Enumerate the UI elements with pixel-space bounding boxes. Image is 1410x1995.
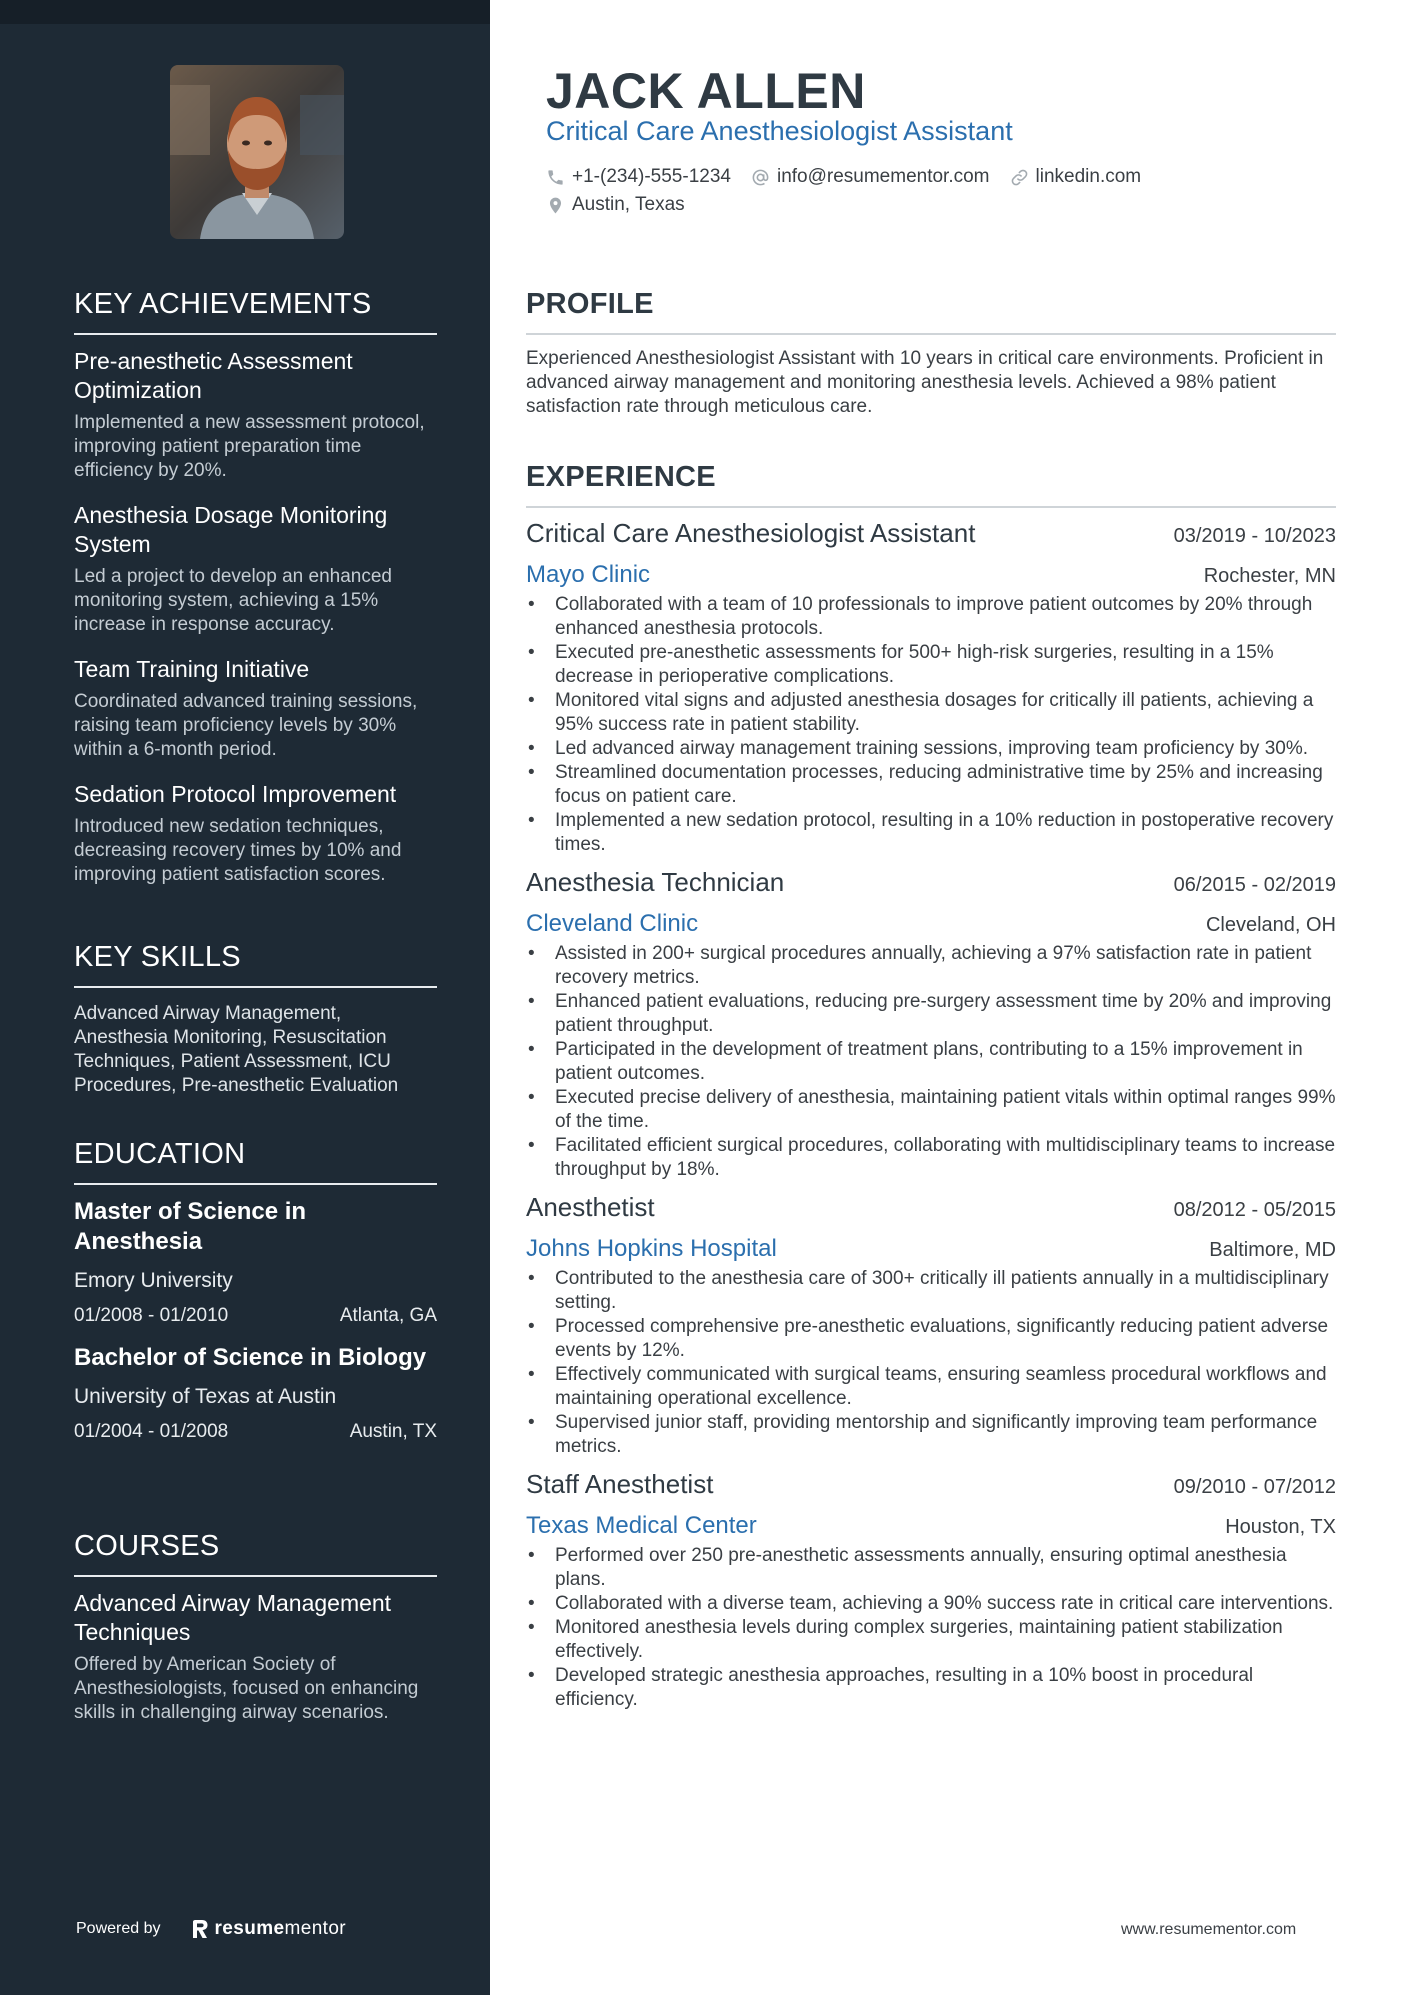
- education-item: [74, 1197, 437, 1327]
- link-icon: [1010, 168, 1029, 187]
- linkedin-text: linkedin.com: [1035, 166, 1142, 187]
- job-location: Cleveland, OH: [1205, 914, 1336, 936]
- contact-location: [546, 194, 685, 216]
- education-school: University of Texas at Austin: [74, 1385, 337, 1408]
- job-bullets: [526, 593, 1336, 857]
- job-bullet: • Collaborated with a diverse team, achieving a 90% success rate in critical care interventions.: [526, 1592, 1336, 1616]
- job-entry: [526, 1469, 1336, 1712]
- job-bullet: • Monitored vital signs and adjusted anesthesia dosages for critically ill patients, achieving a 95% success rate in patient stability.: [526, 689, 1336, 737]
- job-title: Anesthesia Technician: [526, 867, 785, 897]
- experience-heading: EXPERIENCE: [526, 461, 1336, 508]
- key-achievements-section: [74, 288, 437, 905]
- job-bullets: [526, 1544, 1336, 1712]
- email-text: info@resumementor.com: [776, 166, 990, 187]
- job-header: [526, 1192, 1336, 1223]
- achievement-title: Team Training Initiative: [74, 656, 310, 682]
- education-school: Emory University: [74, 1269, 233, 1292]
- brand-logo[interactable]: [191, 1918, 347, 1940]
- course-item: [74, 1589, 437, 1725]
- at-sign-icon: [751, 168, 770, 187]
- job-title: Critical Care Anesthesiologist Assistant: [526, 518, 976, 548]
- powered-by-label: Powered by: [76, 1920, 161, 1937]
- contact-info: [546, 163, 1326, 219]
- key-achievements-heading: KEY ACHIEVEMENTS: [74, 288, 437, 335]
- courses-heading: COURSES: [74, 1530, 437, 1577]
- job-bullet: • Participated in the development of treatment plans, contributing to a 15% improvement in patient outcomes.: [526, 1038, 1336, 1086]
- achievement-description: Introduced new sedation techniques, decreasing recovery times by 10% and improving patient satisfaction scores.: [74, 816, 402, 885]
- profile-heading: PROFILE: [526, 288, 1336, 335]
- job-bullet: • Executed precise delivery of anesthesia, maintaining patient vitals within optimal ranges 99% of the time.: [526, 1086, 1336, 1134]
- achievement-title: Pre-anesthetic Assessment Optimization: [74, 348, 353, 403]
- achievement-item: [74, 501, 437, 637]
- profile-photo: [170, 65, 344, 239]
- job-company-row: [526, 1512, 1336, 1540]
- education-dates: 01/2008 - 01/2010: [74, 1305, 229, 1326]
- brand-name-bold: resume: [214, 1918, 285, 1939]
- job-bullet: • Supervised junior staff, providing mentorship and significantly improving team performance metrics.: [526, 1411, 1336, 1459]
- job-bullet: • Processed comprehensive pre-anesthetic evaluations, significantly reducing patient adverse events by 12%.: [526, 1315, 1336, 1363]
- education-section: [74, 1138, 437, 1459]
- job-entry: [526, 518, 1336, 857]
- education-meta: [74, 1305, 437, 1327]
- key-skills-heading: KEY SKILLS: [74, 941, 437, 988]
- job-entry: [526, 867, 1336, 1182]
- job-company-row: [526, 910, 1336, 938]
- education-item: [74, 1343, 437, 1443]
- job-bullet: • Enhanced patient evaluations, reducing pre-surgery assessment time by 20% and improving patient throughput.: [526, 990, 1336, 1038]
- job-header: [526, 518, 1336, 549]
- profile-summary: Experienced Anesthesiologist Assistant with 10 years in critical care environments. Proficient in advanced airway management and monitoring anesthesia levels. Achieved a 98% patient satisfaction rate through meticulous care.: [526, 348, 1324, 417]
- sidebar: [0, 0, 490, 1995]
- education-heading: EDUCATION: [74, 1138, 437, 1185]
- contact-row: [546, 191, 1326, 219]
- profile-section: [526, 288, 1336, 419]
- job-location: Houston, TX: [1225, 1516, 1336, 1538]
- achievement-description: Implemented a new assessment protocol, improving patient preparation time efficiency by 20%.: [74, 412, 425, 481]
- education-dates: 01/2004 - 01/2008: [74, 1421, 229, 1442]
- education-degree: Master of Science in Anesthesia: [74, 1198, 307, 1255]
- job-location: Rochester, MN: [1203, 565, 1336, 587]
- job-bullet: • Facilitated efficient surgical procedures, collaborating with multidisciplinary teams to increase throughput by 18%.: [526, 1134, 1336, 1182]
- achievement-item: [74, 655, 437, 762]
- job-bullet: • Streamlined documentation processes, reducing administrative time by 25% and increasing focus on patient care.: [526, 761, 1336, 809]
- job-company: Johns Hopkins Hospital: [526, 1235, 777, 1262]
- education-degree: Bachelor of Science in Biology: [74, 1344, 427, 1371]
- experience-section: [526, 461, 1336, 1712]
- course-title: Advanced Airway Management Techniques: [74, 1590, 392, 1645]
- brand-name-rest: mentor: [284, 1918, 347, 1939]
- powered-by: [76, 1918, 346, 1940]
- job-header: [526, 1469, 1336, 1500]
- achievement-description: Led a project to develop an enhanced monitoring system, achieving a 15% increase in response accuracy.: [74, 566, 392, 635]
- location-text: Austin, Texas: [572, 194, 685, 215]
- job-bullet: • Developed strategic anesthesia approaches, resulting in a 10% boost in procedural efficiency.: [526, 1664, 1336, 1712]
- achievement-item: [74, 347, 437, 483]
- job-title: Anesthetist: [526, 1192, 655, 1222]
- job-bullet: • Implemented a new sedation protocol, resulting in a 10% reduction in postoperative recovery times.: [526, 809, 1336, 857]
- education-meta: [74, 1421, 437, 1443]
- course-description: Offered by American Society of Anesthesiologists, focused on enhancing skills in challenging airway scenarios.: [74, 1654, 419, 1723]
- education-location: Atlanta, GA: [339, 1305, 437, 1326]
- resumementor-logo-icon: [191, 1919, 209, 1939]
- job-header: [526, 867, 1336, 898]
- contact-linkedin[interactable]: [1010, 166, 1142, 188]
- key-skills-section: [74, 941, 437, 1098]
- job-location: Baltimore, MD: [1209, 1239, 1336, 1261]
- achievement-description: Coordinated advanced training sessions, raising team proficiency levels by 30% within a 6-month period.: [74, 691, 418, 760]
- job-bullet: • Contributed to the anesthesia care of 300+ critically ill patients annually in a multidisciplinary setting.: [526, 1267, 1336, 1315]
- contact-phone[interactable]: [546, 166, 731, 188]
- location-pin-icon: [546, 196, 565, 215]
- job-bullet: • Performed over 250 pre-anesthetic assessments annually, ensuring optimal anesthesia plans.: [526, 1544, 1336, 1592]
- phone-text: +1-(234)-555-1234: [572, 166, 731, 187]
- job-title: Staff Anesthetist: [526, 1469, 714, 1499]
- job-company: Mayo Clinic: [526, 561, 651, 588]
- job-company-row: [526, 1235, 1336, 1263]
- education-location: Austin, TX: [349, 1421, 437, 1442]
- phone-icon: [546, 168, 565, 187]
- job-company-row: [526, 561, 1336, 589]
- job-bullet: • Executed pre-anesthetic assessments for 500+ high-risk surgeries, resulting in a 15% decrease in perioperative complications.: [526, 641, 1336, 689]
- contact-email[interactable]: [751, 166, 990, 188]
- job-dates: 09/2010 - 07/2012: [1173, 1476, 1336, 1498]
- website-link[interactable]: www.resumementor.com: [1121, 1921, 1297, 1938]
- skills-list: Advanced Airway Management, Anesthesia Monitoring, Resuscitation Techniques, Patient Assessment, ICU Procedures, Pre-anesthetic Evaluation: [74, 1003, 399, 1096]
- job-dates: 08/2012 - 05/2015: [1173, 1199, 1336, 1221]
- job-bullet: • Monitored anesthesia levels during complex surgeries, maintaining patient stabilization effectively.: [526, 1616, 1336, 1664]
- candidate-role: Critical Care Anesthesiologist Assistant: [546, 116, 1013, 146]
- job-bullet: • Assisted in 200+ surgical procedures annually, achieving a 97% satisfaction rate in patient recovery metrics.: [526, 942, 1336, 990]
- job-bullet: • Led advanced airway management training sessions, improving team proficiency by 30%.: [526, 737, 1336, 761]
- achievement-title: Anesthesia Dosage Monitoring System: [74, 502, 388, 557]
- achievement-item: [74, 780, 437, 887]
- contact-row: [546, 163, 1326, 191]
- job-bullet: • Effectively communicated with surgical teams, ensuring seamless procedural workflows and maintaining operational excellence.: [526, 1363, 1336, 1411]
- job-company: Texas Medical Center: [526, 1512, 757, 1539]
- job-bullet: • Collaborated with a team of 10 professionals to improve patient outcomes by 20% through enhanced anesthesia protocols.: [526, 593, 1336, 641]
- job-dates: 06/2015 - 02/2019: [1173, 874, 1336, 896]
- job-bullets: [526, 1267, 1336, 1459]
- job-entry: [526, 1192, 1336, 1459]
- job-bullets: [526, 942, 1336, 1182]
- courses-section: [74, 1530, 437, 1725]
- job-company: Cleveland Clinic: [526, 910, 699, 937]
- sidebar-top-strip: [0, 0, 490, 24]
- candidate-name: JACK ALLEN: [546, 63, 866, 119]
- job-dates: 03/2019 - 10/2023: [1173, 525, 1336, 547]
- achievement-title: Sedation Protocol Improvement: [74, 781, 397, 807]
